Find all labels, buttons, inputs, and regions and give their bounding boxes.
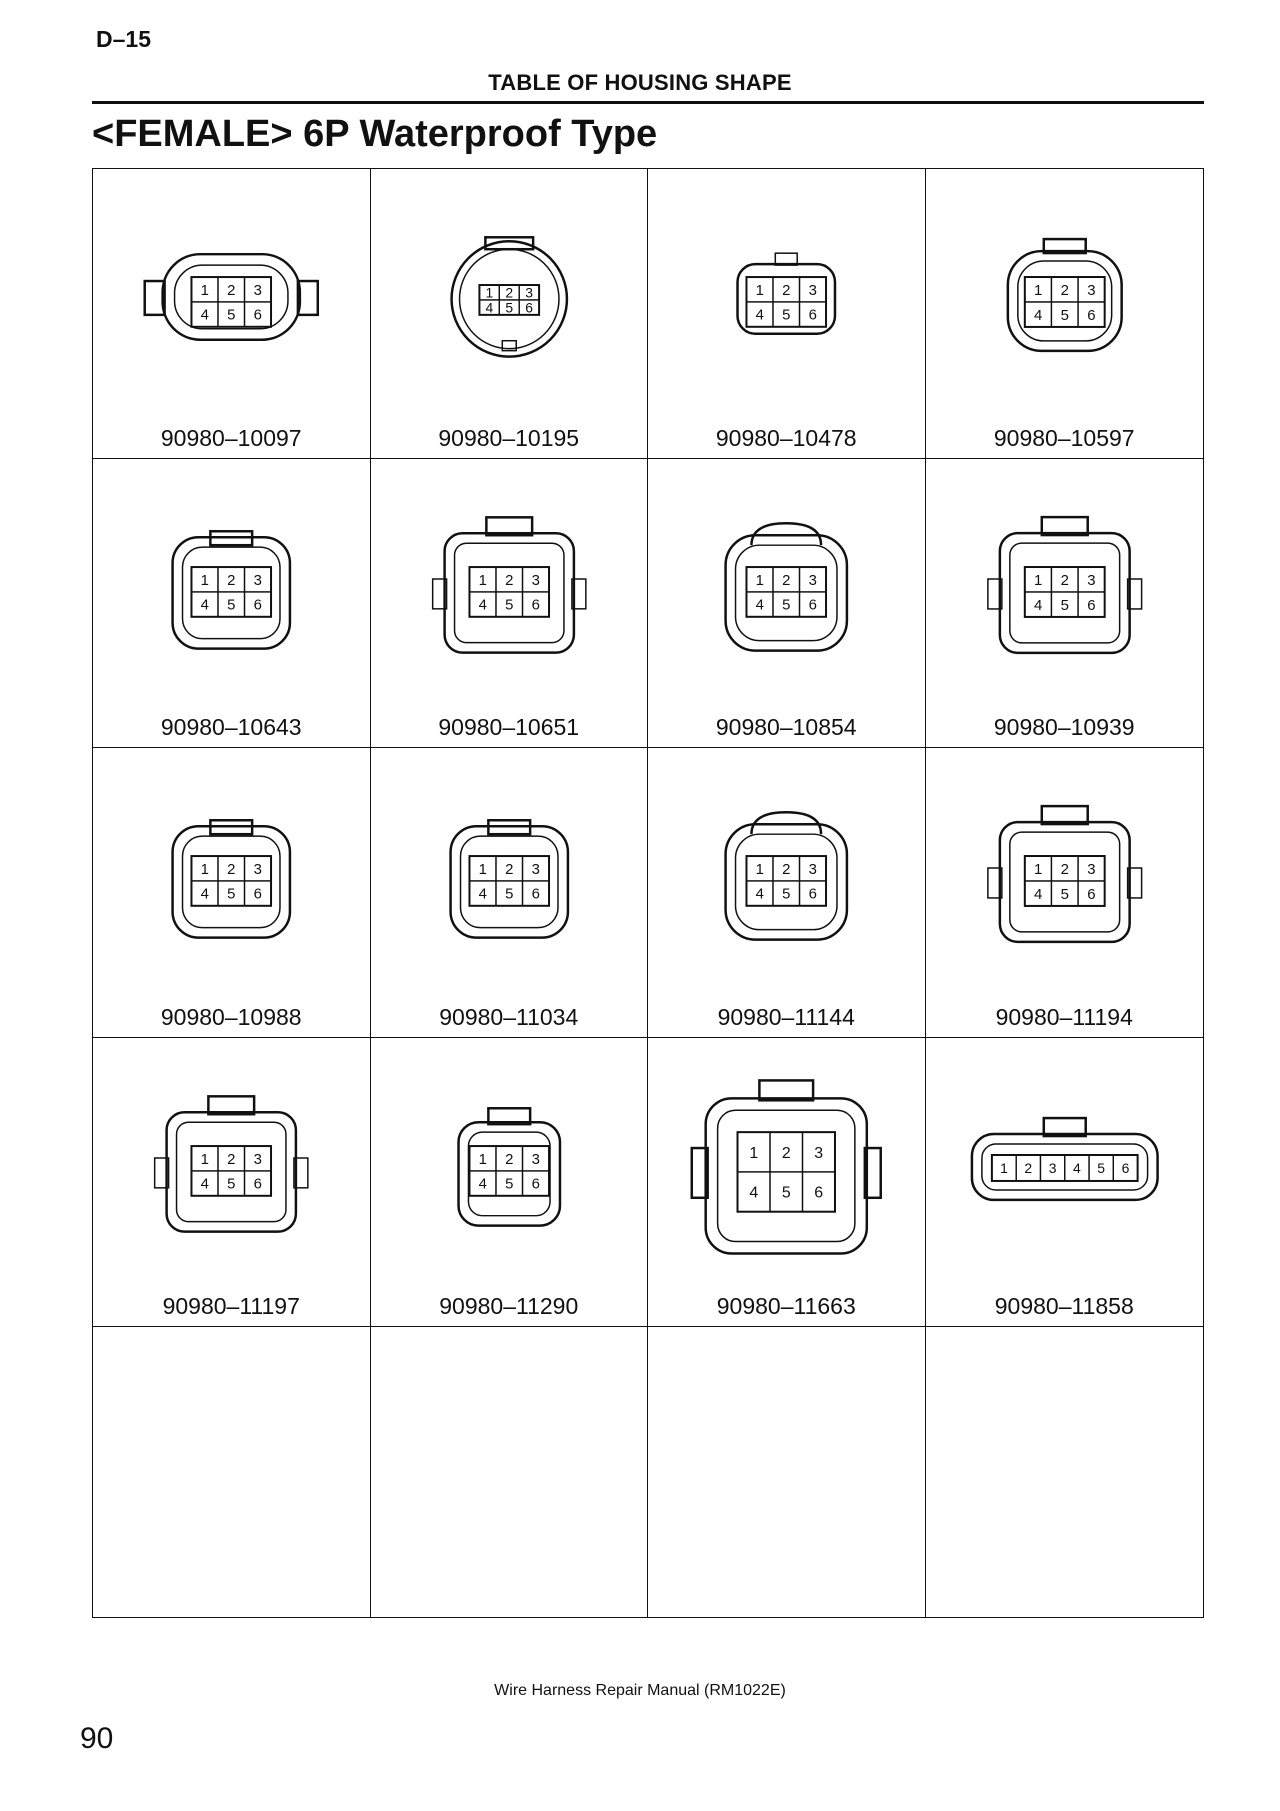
pin-number: 6 xyxy=(253,597,262,614)
connector-drawing xyxy=(93,1327,370,1567)
pin-number: 5 xyxy=(227,307,236,324)
part-number: 90980–11034 xyxy=(439,1003,579,1030)
pin-number: 3 xyxy=(531,1151,540,1168)
pin-number: 6 xyxy=(253,307,262,324)
pin-number: 3 xyxy=(1086,281,1096,299)
connector-drawing xyxy=(93,169,370,409)
connector-cell xyxy=(648,1038,926,1328)
connector-drawing xyxy=(648,169,925,409)
pin-number: 5 xyxy=(782,886,791,903)
pin-number: 2 xyxy=(1060,861,1069,879)
connector-cell xyxy=(926,169,1204,459)
connector-drawing xyxy=(371,1038,648,1278)
connector-drawing xyxy=(648,1038,925,1278)
connector-drawing xyxy=(648,1327,925,1567)
pin-number: 1 xyxy=(755,862,764,879)
pin-number: 4 xyxy=(478,886,487,903)
part-number: 90980–10478 xyxy=(715,424,857,451)
connector-cell xyxy=(371,1038,649,1328)
connector-housing-diagram xyxy=(93,459,370,699)
pin-number: 2 xyxy=(504,862,513,879)
connector-drawing xyxy=(926,1038,1204,1278)
pin-number: 6 xyxy=(1086,886,1096,904)
pin-number: 1 xyxy=(478,572,487,589)
empty-cell xyxy=(93,1327,371,1617)
pin-number: 3 xyxy=(531,862,540,879)
pin-number: 3 xyxy=(814,1144,824,1162)
part-number: 90980–10195 xyxy=(438,424,580,451)
section-code: D–15 xyxy=(96,26,151,52)
housing-shape-table xyxy=(92,168,1204,1618)
pin-number: 1 xyxy=(755,572,764,589)
pin-number: 5 xyxy=(782,307,791,324)
pin-number: 6 xyxy=(808,886,817,903)
pin-number: 4 xyxy=(1033,886,1042,904)
connector-drawing xyxy=(926,459,1204,699)
pin-number: 1 xyxy=(1033,861,1042,879)
pin-number: 3 xyxy=(1086,571,1096,589)
pin-number: 4 xyxy=(749,1184,759,1202)
connector-cell xyxy=(648,748,926,1038)
connector-drawing xyxy=(93,748,370,988)
connector-housing-diagram xyxy=(648,748,925,988)
connector-housing-diagram xyxy=(926,748,1204,988)
connector-cell xyxy=(926,748,1204,1038)
part-number: 90980–11290 xyxy=(439,1293,579,1320)
pin-number: 6 xyxy=(253,886,262,903)
pin-number: 5 xyxy=(781,1184,791,1202)
pin-number: 2 xyxy=(504,284,513,301)
pin-number: 6 xyxy=(531,886,540,903)
connector-drawing xyxy=(371,748,648,988)
pin-number: 4 xyxy=(478,1176,487,1193)
pin-number: 5 xyxy=(504,299,513,316)
pin-number: 2 xyxy=(1060,281,1069,299)
connector-housing-diagram xyxy=(648,1038,925,1278)
connector-cell xyxy=(371,169,649,459)
pin-number: 5 xyxy=(782,597,791,614)
pin-number: 3 xyxy=(253,282,262,299)
connector-housing-diagram xyxy=(371,169,648,409)
connector-housing-diagram xyxy=(371,748,648,988)
pin-number: 3 xyxy=(253,862,262,879)
pin-number: 1 xyxy=(478,862,487,879)
pin-number: 5 xyxy=(1060,886,1069,904)
pin-number: 3 xyxy=(253,1151,262,1168)
pin-number: 4 xyxy=(478,597,487,614)
pin-number: 2 xyxy=(782,572,791,589)
part-number: 90980–11144 xyxy=(717,1003,855,1030)
pin-number: 5 xyxy=(227,886,236,903)
pin-number: 5 xyxy=(227,1176,236,1193)
pin-number: 1 xyxy=(484,284,493,301)
part-number: 90980–10597 xyxy=(993,424,1135,451)
pin-number: 2 xyxy=(1060,571,1069,589)
pin-number: 2 xyxy=(782,862,791,879)
connector-cell xyxy=(93,1038,371,1328)
pin-number: 2 xyxy=(782,282,791,299)
pin-number: 6 xyxy=(524,299,533,316)
connector-cell xyxy=(648,459,926,749)
pin-number: 2 xyxy=(227,282,236,299)
pin-number: 6 xyxy=(814,1184,824,1202)
part-number: 90980–11197 xyxy=(162,1293,300,1320)
part-number: 90980–11194 xyxy=(995,1003,1133,1030)
pin-number: 1 xyxy=(999,1159,1008,1176)
connector-cell xyxy=(648,169,926,459)
connector-drawing xyxy=(926,748,1204,988)
pin-number: 4 xyxy=(755,307,764,324)
empty-cell xyxy=(926,1327,1204,1617)
pin-number: 6 xyxy=(253,1176,262,1193)
connector-housing-diagram xyxy=(926,459,1204,699)
connector-cell xyxy=(93,169,371,459)
pin-number: 3 xyxy=(524,284,533,301)
connector-drawing xyxy=(371,1327,648,1567)
pin-number: 1 xyxy=(478,1151,487,1168)
part-number: 90980–11858 xyxy=(994,1293,1134,1320)
connector-cell xyxy=(93,459,371,749)
running-title: TABLE OF HOUSING SHAPE xyxy=(488,70,792,95)
pin-number: 6 xyxy=(808,597,817,614)
pin-number: 4 xyxy=(1072,1159,1081,1176)
pin-number: 6 xyxy=(1086,596,1096,614)
pin-number: 2 xyxy=(227,572,236,589)
pin-number: 2 xyxy=(227,862,236,879)
pin-number: 6 xyxy=(531,597,540,614)
pin-number: 5 xyxy=(504,1176,513,1193)
connector-cell xyxy=(371,459,649,749)
part-number: 90980–10939 xyxy=(993,714,1135,741)
part-number: 90980–10854 xyxy=(715,714,857,741)
pin-number: 5 xyxy=(1060,596,1069,614)
connector-housing-diagram xyxy=(926,169,1204,409)
connector-drawing xyxy=(648,459,925,699)
pin-number: 4 xyxy=(1033,596,1042,614)
pin-number: 5 xyxy=(504,886,513,903)
pin-number: 3 xyxy=(1086,861,1096,879)
connector-housing-diagram xyxy=(371,459,648,699)
pin-number: 6 xyxy=(531,1176,540,1193)
connector-drawing xyxy=(371,169,648,409)
pin-number: 2 xyxy=(1023,1159,1032,1176)
pin-number: 3 xyxy=(808,282,817,299)
connector-housing-diagram xyxy=(93,748,370,988)
pin-number: 1 xyxy=(755,282,764,299)
pin-number: 4 xyxy=(200,597,209,614)
connector-drawing xyxy=(93,1038,370,1278)
pin-number: 4 xyxy=(755,886,764,903)
pin-number: 5 xyxy=(1096,1159,1105,1176)
connector-cell xyxy=(371,748,649,1038)
connector-housing-diagram xyxy=(926,1038,1204,1278)
connector-drawing xyxy=(371,459,648,699)
pin-number: 5 xyxy=(1060,306,1069,324)
pin-number: 1 xyxy=(200,282,209,299)
pin-number: 4 xyxy=(484,299,493,316)
pin-number: 4 xyxy=(200,1176,209,1193)
connector-cell xyxy=(93,748,371,1038)
connector-drawing xyxy=(926,169,1204,409)
pin-number: 2 xyxy=(504,572,513,589)
pin-number: 2 xyxy=(781,1144,791,1162)
pin-number: 6 xyxy=(1086,306,1096,324)
pin-number: 2 xyxy=(504,1151,513,1168)
pin-number: 1 xyxy=(1033,571,1042,589)
connector-housing-diagram xyxy=(648,459,925,699)
pin-number: 4 xyxy=(1033,306,1042,324)
part-number: 90980–10651 xyxy=(438,714,580,741)
part-number: 90980–11663 xyxy=(716,1293,856,1320)
connector-drawing xyxy=(93,459,370,699)
connector-housing-diagram xyxy=(648,169,925,409)
pin-number: 5 xyxy=(227,597,236,614)
connector-drawing xyxy=(926,1327,1204,1567)
pin-number: 6 xyxy=(1121,1159,1129,1176)
connector-housing-diagram xyxy=(93,1038,370,1278)
pin-number: 4 xyxy=(200,307,209,324)
pin-number: 3 xyxy=(253,572,262,589)
empty-cell xyxy=(648,1327,926,1617)
connector-housing-diagram xyxy=(93,169,370,409)
part-number: 90980–10643 xyxy=(160,714,302,741)
connector-cell xyxy=(926,1038,1204,1328)
pin-number: 1 xyxy=(200,862,209,879)
pin-number: 1 xyxy=(200,1151,209,1168)
page-number: 90 xyxy=(80,1722,114,1755)
pin-number: 3 xyxy=(1048,1159,1056,1176)
pin-number: 5 xyxy=(504,597,513,614)
pin-number: 4 xyxy=(200,886,209,903)
pin-number: 3 xyxy=(808,862,817,879)
footer-manual-title: Wire Harness Repair Manual (RM1022E) xyxy=(494,1682,786,1699)
pin-number: 2 xyxy=(227,1151,236,1168)
header-rule xyxy=(92,101,1204,104)
part-number: 90980–10097 xyxy=(160,424,302,451)
pin-number: 1 xyxy=(749,1144,759,1162)
pin-number: 4 xyxy=(755,597,764,614)
page-title: <FEMALE> 6P Waterproof Type xyxy=(92,113,658,155)
pin-number: 6 xyxy=(808,307,817,324)
pin-number: 1 xyxy=(200,572,209,589)
connector-cell xyxy=(926,459,1204,749)
pin-number: 3 xyxy=(808,572,817,589)
pin-number: 3 xyxy=(531,572,540,589)
part-number: 90980–10988 xyxy=(160,1003,302,1030)
pin-number: 1 xyxy=(1033,281,1042,299)
connector-drawing xyxy=(648,748,925,988)
empty-cell xyxy=(371,1327,649,1617)
connector-housing-diagram xyxy=(371,1038,648,1278)
